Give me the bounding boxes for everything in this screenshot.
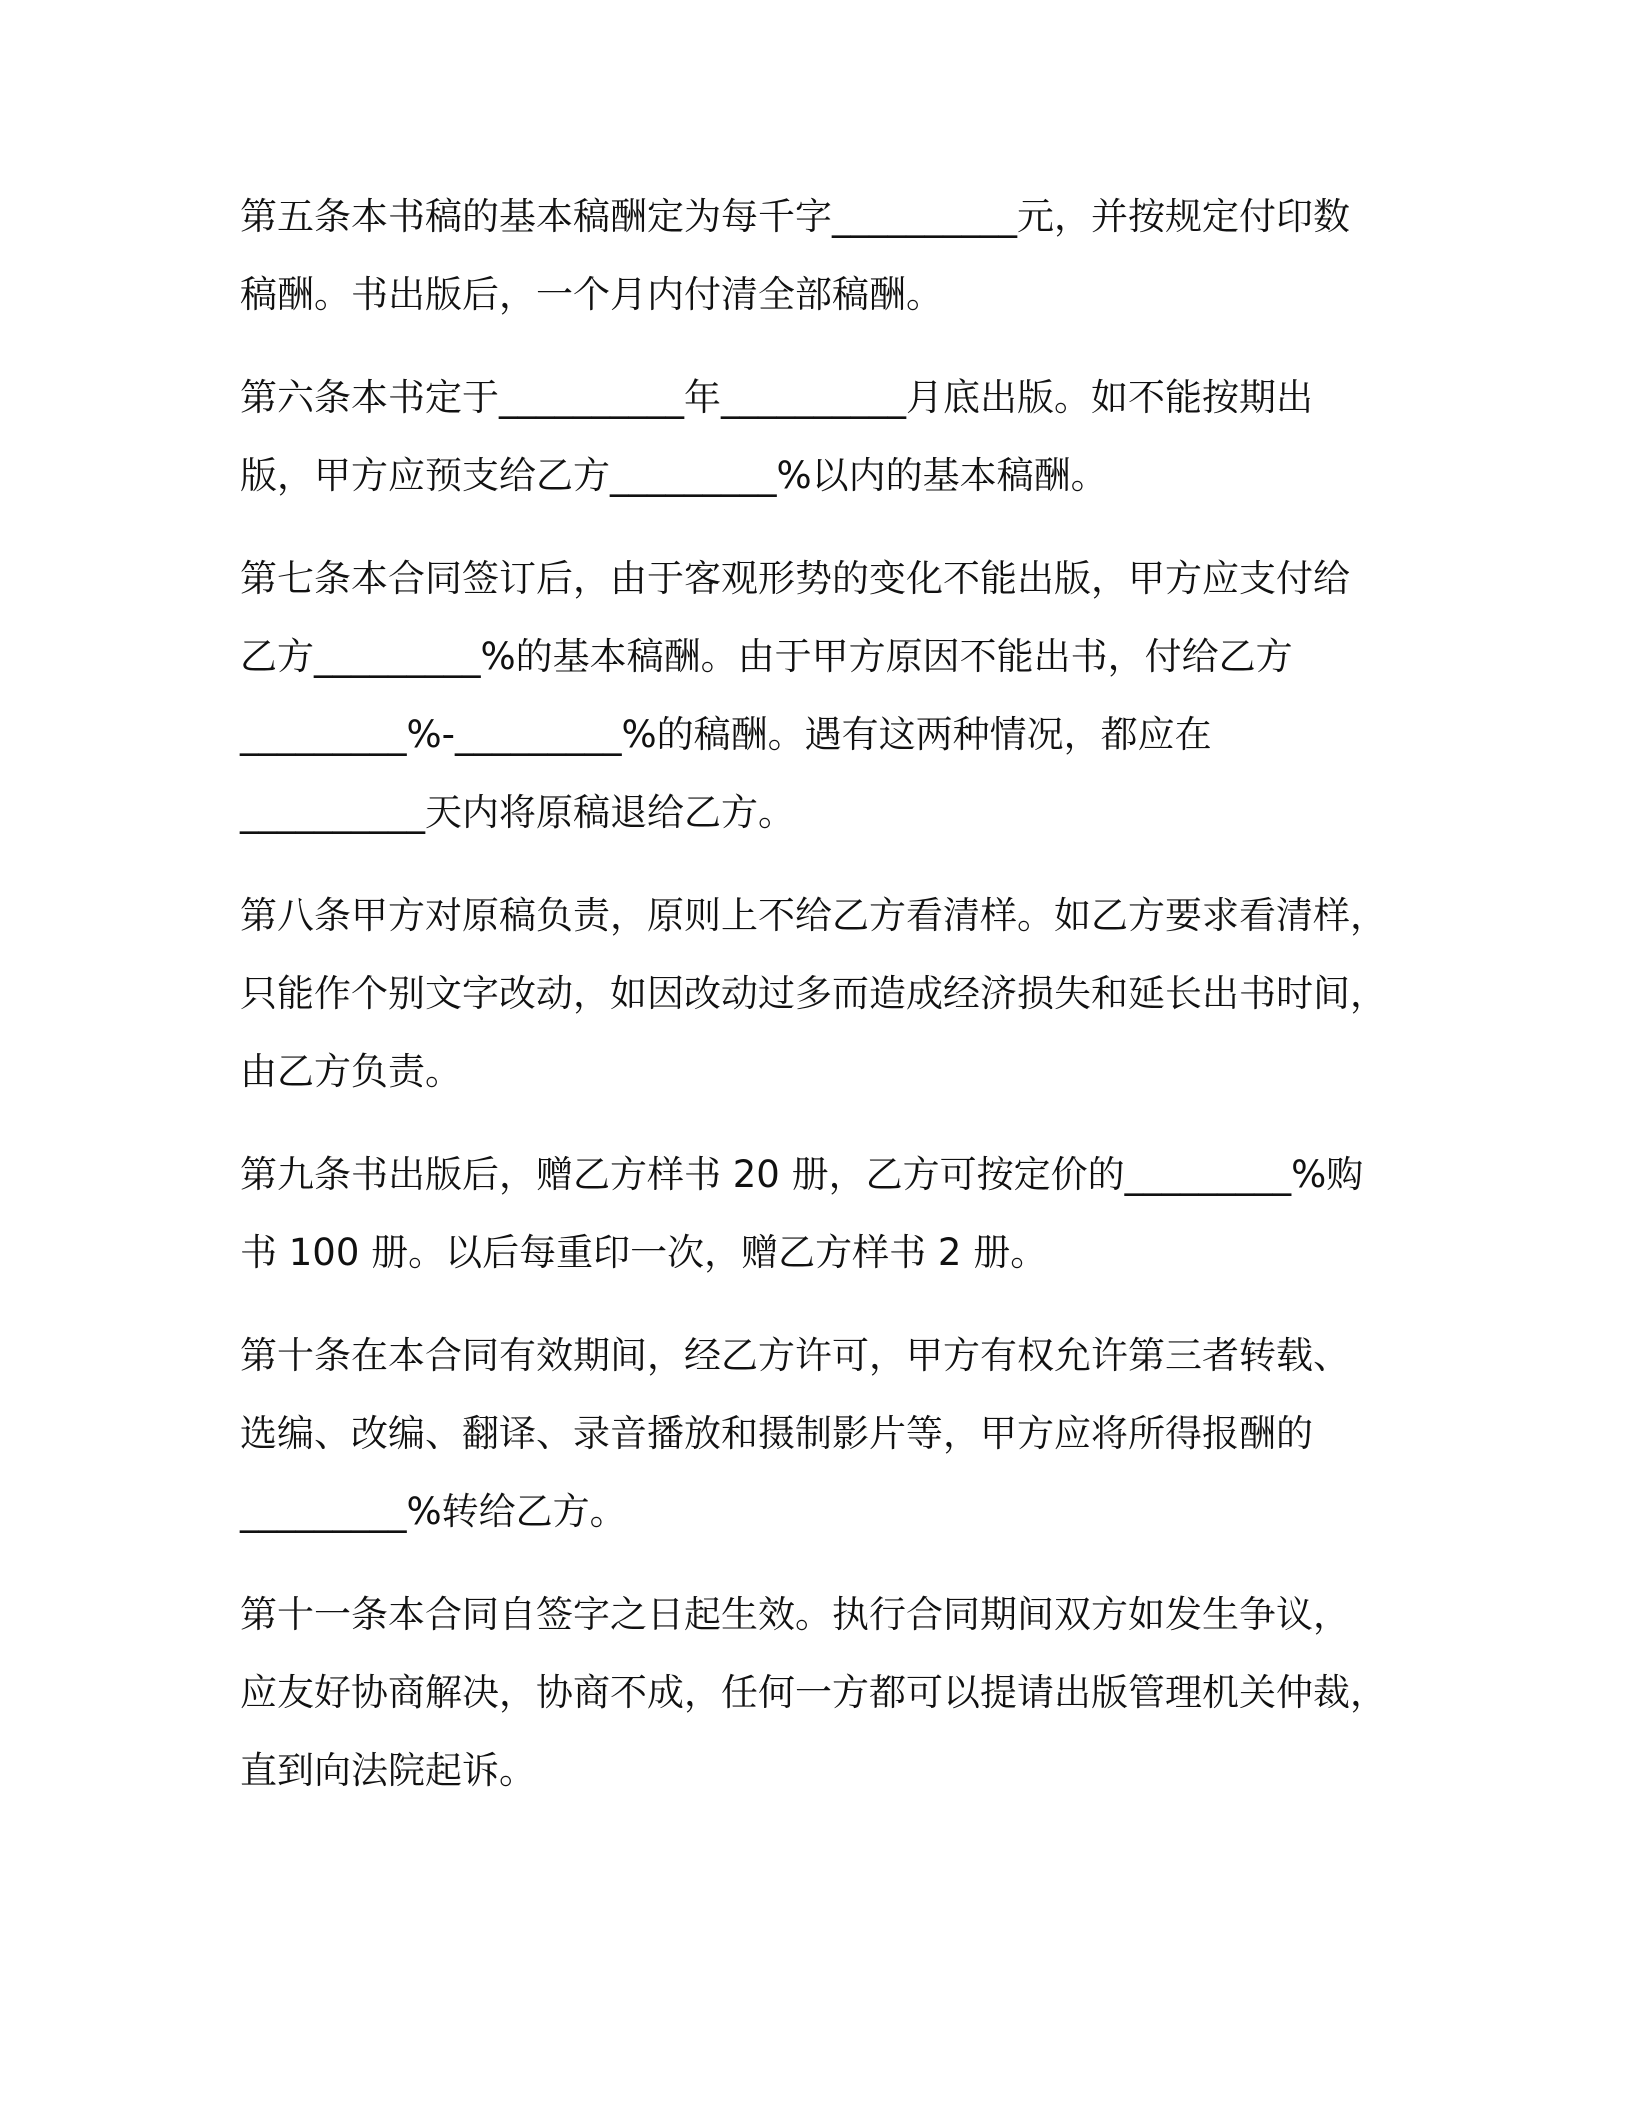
paragraph-article-8 [240,877,1405,1111]
paragraph-line: 由乙方负责。 [240,1050,462,1093]
paragraph-line: 只能作个别文字改动，如因改动过多而造成经济损失和延长出书时间， [240,972,1387,1015]
paragraph-line: 第十条在本合同有效期间，经乙方许可，甲方有权允许第三者转载、 [240,1334,1350,1377]
paragraph-line: 第八条甲方对原稿负责，原则上不给乙方看清样。如乙方要求看清样， [240,894,1387,937]
paragraph-line: 应友好协商解决，协商不成，任何一方都可以提请出版管理机关仲裁， [240,1671,1387,1714]
paragraph-line: _________%转给乙方。 [240,1490,627,1533]
document-body [240,178,1405,1835]
paragraph-line: 第九条书出版后，赠乙方样书 20 册，乙方可按定价的_________%购 [240,1153,1364,1196]
paragraph-line: 第六条本书定于__________年__________月底出版。如不能按期出 [240,376,1313,419]
paragraph-line: _________%-_________%的稿酬。遇有这两种情况，都应在 [240,713,1212,756]
paragraph-article-6 [240,359,1405,515]
paragraph-article-5 [240,178,1405,334]
paragraph-line: 书 100 册。以后每重印一次，赠乙方样书 2 册。 [240,1231,1048,1274]
paragraph-line: 乙方_________%的基本稿酬。由于甲方原因不能出书，付给乙方 [240,635,1293,678]
paragraph-line: 选编、改编、翻译、录音播放和摄制影片等，甲方应将所得报酬的 [240,1412,1313,1455]
paragraph-line: 第七条本合同签订后，由于客观形势的变化不能出版，甲方应支付给 [240,557,1350,600]
paragraph-line: 第五条本书稿的基本稿酬定为每千字__________元，并按规定付印数 [240,195,1350,238]
paragraph-line: 第十一条本合同自签字之日起生效。执行合同期间双方如发生争议， [240,1593,1350,1636]
paragraph-line: __________天内将原稿退给乙方。 [240,791,795,834]
paragraph-line: 稿酬。书出版后，一个月内付清全部稿酬。 [240,273,943,316]
paragraph-article-11 [240,1576,1405,1810]
paragraph-article-9 [240,1136,1405,1292]
paragraph-article-7 [240,540,1405,852]
paragraph-line: 版，甲方应预支给乙方_________%以内的基本稿酬。 [240,454,1108,497]
paragraph-article-10 [240,1317,1405,1551]
paragraph-line: 直到向法院起诉。 [240,1749,536,1792]
